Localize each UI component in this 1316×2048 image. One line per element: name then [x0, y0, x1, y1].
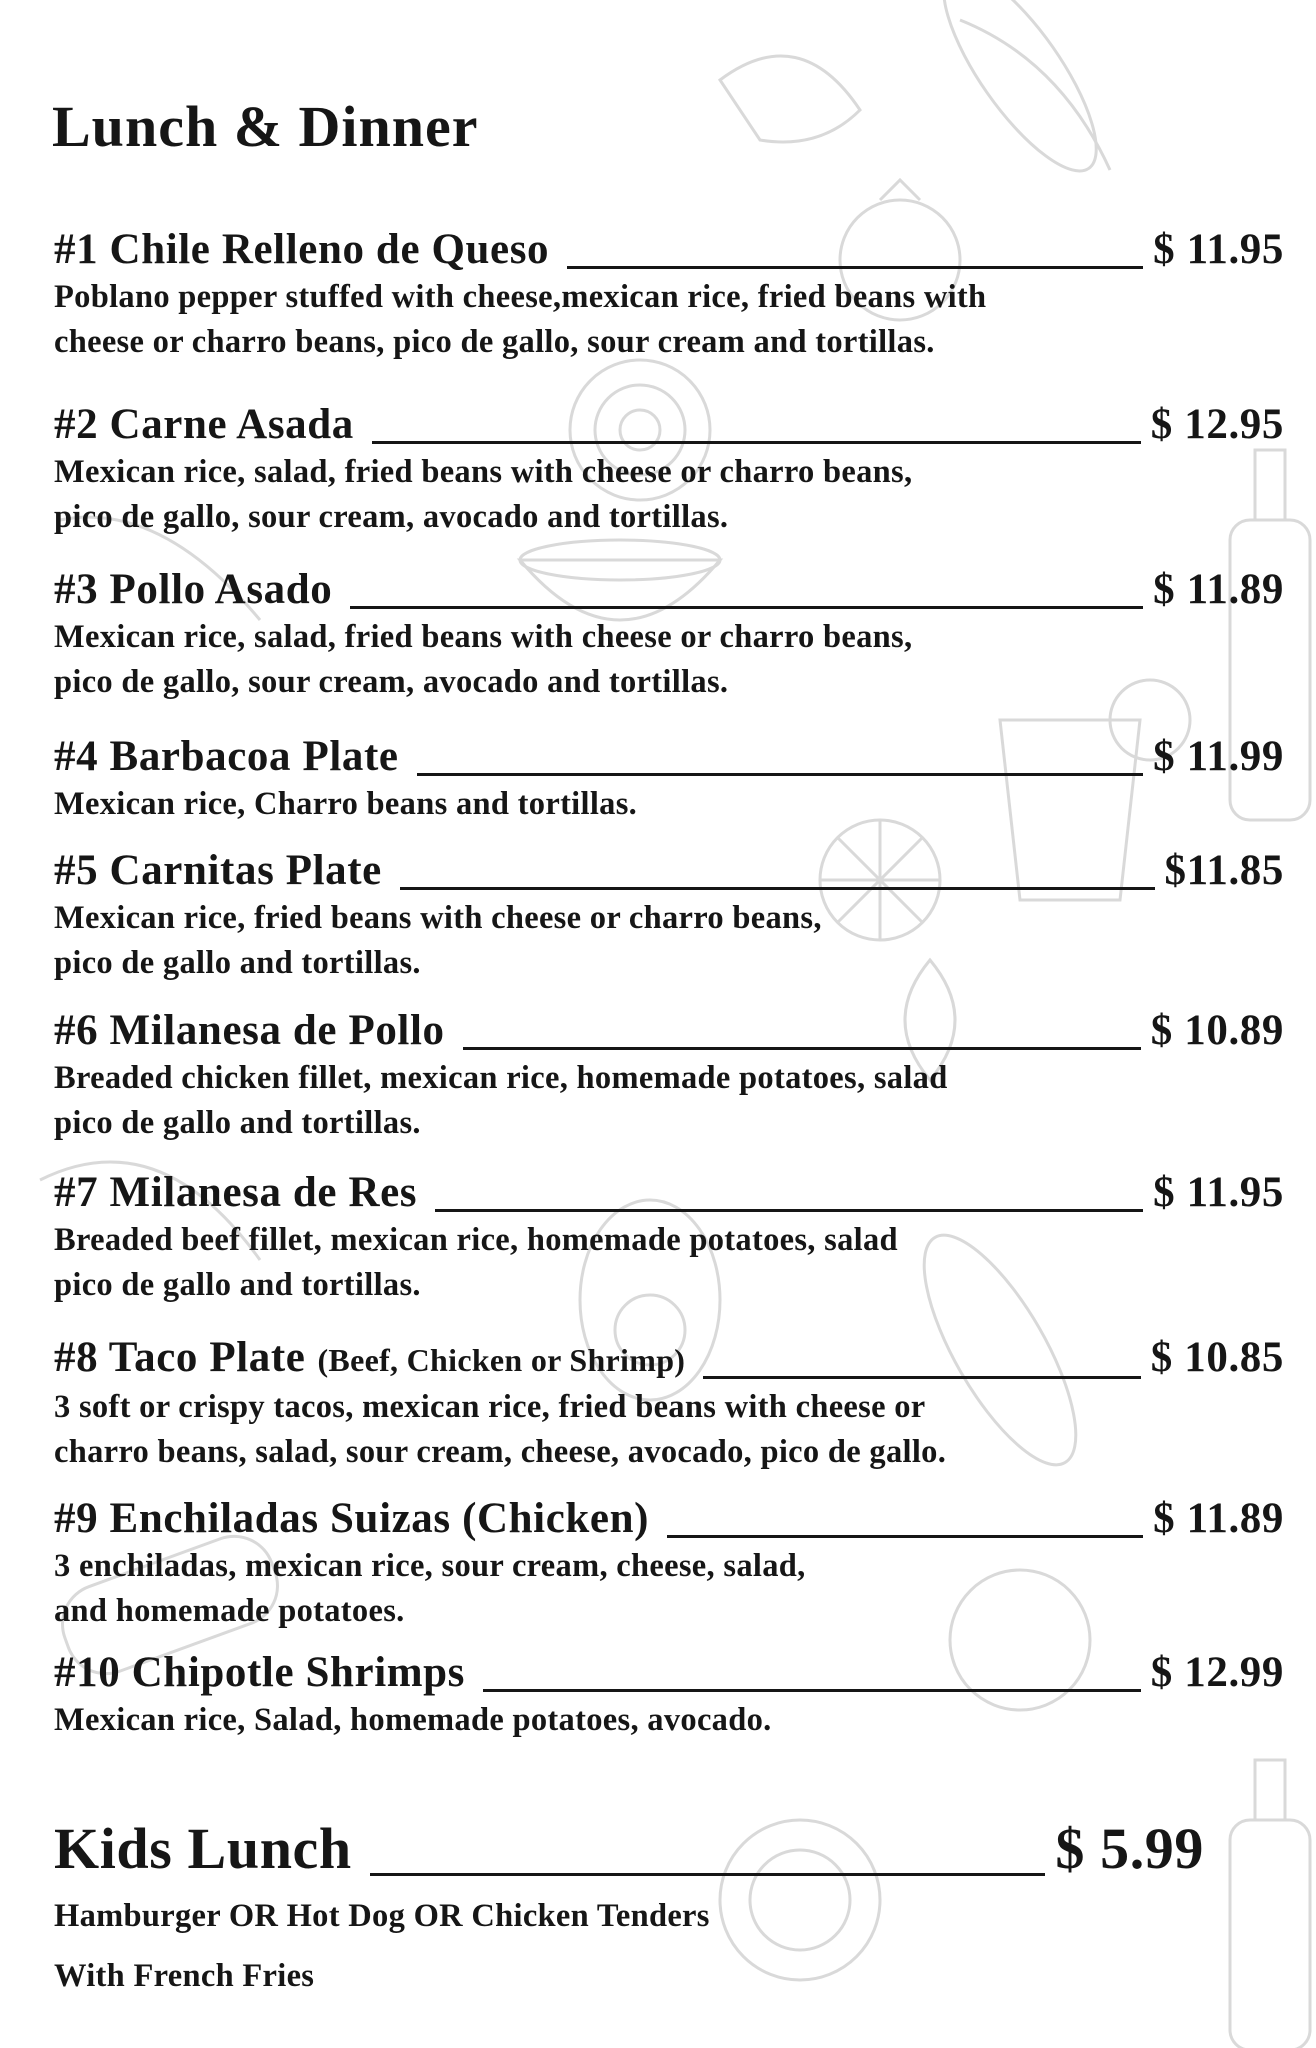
item-price: $11.85	[1164, 847, 1284, 894]
item-name: #10 Chipotle Shrimps	[54, 1649, 466, 1696]
leader-line	[350, 606, 1143, 609]
item-price: $ 11.95	[1153, 226, 1284, 273]
item-description-line: Breaded chicken fillet, mexican rice, homemade potatoes, salad	[54, 1060, 948, 1096]
kids-desc-line: With French Fries	[54, 1958, 315, 1994]
item-description-line: pico de gallo, sour cream, avocado and tortillas.	[54, 664, 729, 700]
item-price: $ 12.95	[1150, 401, 1284, 448]
kids-desc-line: Hamburger OR Hot Dog OR Chicken Tenders	[54, 1898, 710, 1934]
item-description-line: cheese or charro beans, pico de gallo, sour cream and tortillas.	[54, 324, 935, 360]
item-description-line: Breaded beef fillet, mexican rice, homemade potatoes, salad	[54, 1222, 898, 1258]
item-description-line: Mexican rice, Charro beans and tortillas.	[54, 786, 638, 822]
item-name: #9 Enchiladas Suizas (Chicken)	[54, 1495, 650, 1542]
item-price: $ 12.99	[1150, 1649, 1284, 1696]
item-name: #3 Pollo Asado	[54, 566, 333, 613]
menu-item	[54, 1494, 1284, 1634]
kids-price: $ 5.99	[1055, 1816, 1204, 1881]
item-description-line: Poblano pepper stuffed with cheese,mexican rice, fried beans with	[54, 279, 987, 315]
menu-item	[54, 225, 1284, 365]
leader-line	[667, 1535, 1143, 1538]
menu-item	[54, 1648, 1284, 1743]
menu-item	[54, 732, 1284, 827]
menu-item	[54, 400, 1284, 540]
item-name: #1 Chile Relleno de Queso	[54, 226, 550, 273]
item-description-line: and homemade potatoes.	[54, 1593, 405, 1629]
item-name: #2 Carne Asada	[54, 401, 354, 448]
kids-lunch-section	[54, 1816, 1284, 2002]
menu-item	[54, 565, 1284, 705]
item-description-line: Mexican rice, salad, fried beans with cheese or charro beans,	[54, 454, 913, 490]
leader-line	[417, 773, 1144, 776]
leader-line	[567, 266, 1143, 269]
item-price: $ 11.89	[1153, 1495, 1284, 1542]
item-price: $ 11.89	[1153, 566, 1284, 613]
leader-line	[483, 1689, 1141, 1692]
menu-item	[54, 1168, 1284, 1308]
page-title: Lunch & Dinner	[52, 94, 479, 159]
leader-line	[400, 887, 1155, 890]
item-name: #7 Milanesa de Res	[54, 1169, 418, 1216]
menu-item	[54, 1333, 1284, 1475]
leader-line	[463, 1047, 1141, 1050]
item-description-line: Mexican rice, fried beans with cheese or charro beans,	[54, 900, 822, 936]
item-description-line: 3 enchiladas, mexican rice, sour cream, cheese, salad,	[54, 1548, 806, 1584]
item-price: $ 11.95	[1153, 1169, 1284, 1216]
item-description-line: 3 soft or crispy tacos, mexican rice, fried beans with cheese or	[54, 1389, 926, 1425]
item-description-line: pico de gallo, sour cream, avocado and tortillas.	[54, 499, 729, 535]
item-description-line: pico de gallo and tortillas.	[54, 1267, 421, 1303]
menu-item	[54, 846, 1284, 986]
item-name: #4 Barbacoa Plate	[54, 733, 399, 780]
item-name: #6 Milanesa de Pollo	[54, 1007, 445, 1054]
item-price: $ 11.99	[1153, 733, 1284, 780]
leader-line	[372, 441, 1141, 444]
menu-item	[54, 1006, 1284, 1146]
item-description-line: pico de gallo and tortillas.	[54, 945, 421, 981]
leader-line	[703, 1376, 1141, 1379]
item-note: (Beef, Chicken or Shrimp)	[317, 1342, 686, 1378]
leader-line	[370, 1873, 1046, 1876]
item-price: $ 10.85	[1150, 1334, 1284, 1381]
leader-line	[435, 1209, 1143, 1212]
item-description-line: Mexican rice, Salad, homemade potatoes, avocado.	[54, 1702, 772, 1738]
item-name: #5 Carnitas Plate	[54, 847, 382, 894]
item-description-line: Mexican rice, salad, fried beans with cheese or charro beans,	[54, 619, 913, 655]
item-price: $ 10.89	[1150, 1007, 1284, 1054]
item-name: #8 Taco Plate	[54, 1334, 306, 1381]
item-description-line: charro beans, salad, sour cream, cheese, avocado, pico de gallo.	[54, 1434, 947, 1470]
item-description-line: pico de gallo and tortillas.	[54, 1105, 421, 1141]
kids-title: Kids Lunch	[54, 1816, 352, 1881]
